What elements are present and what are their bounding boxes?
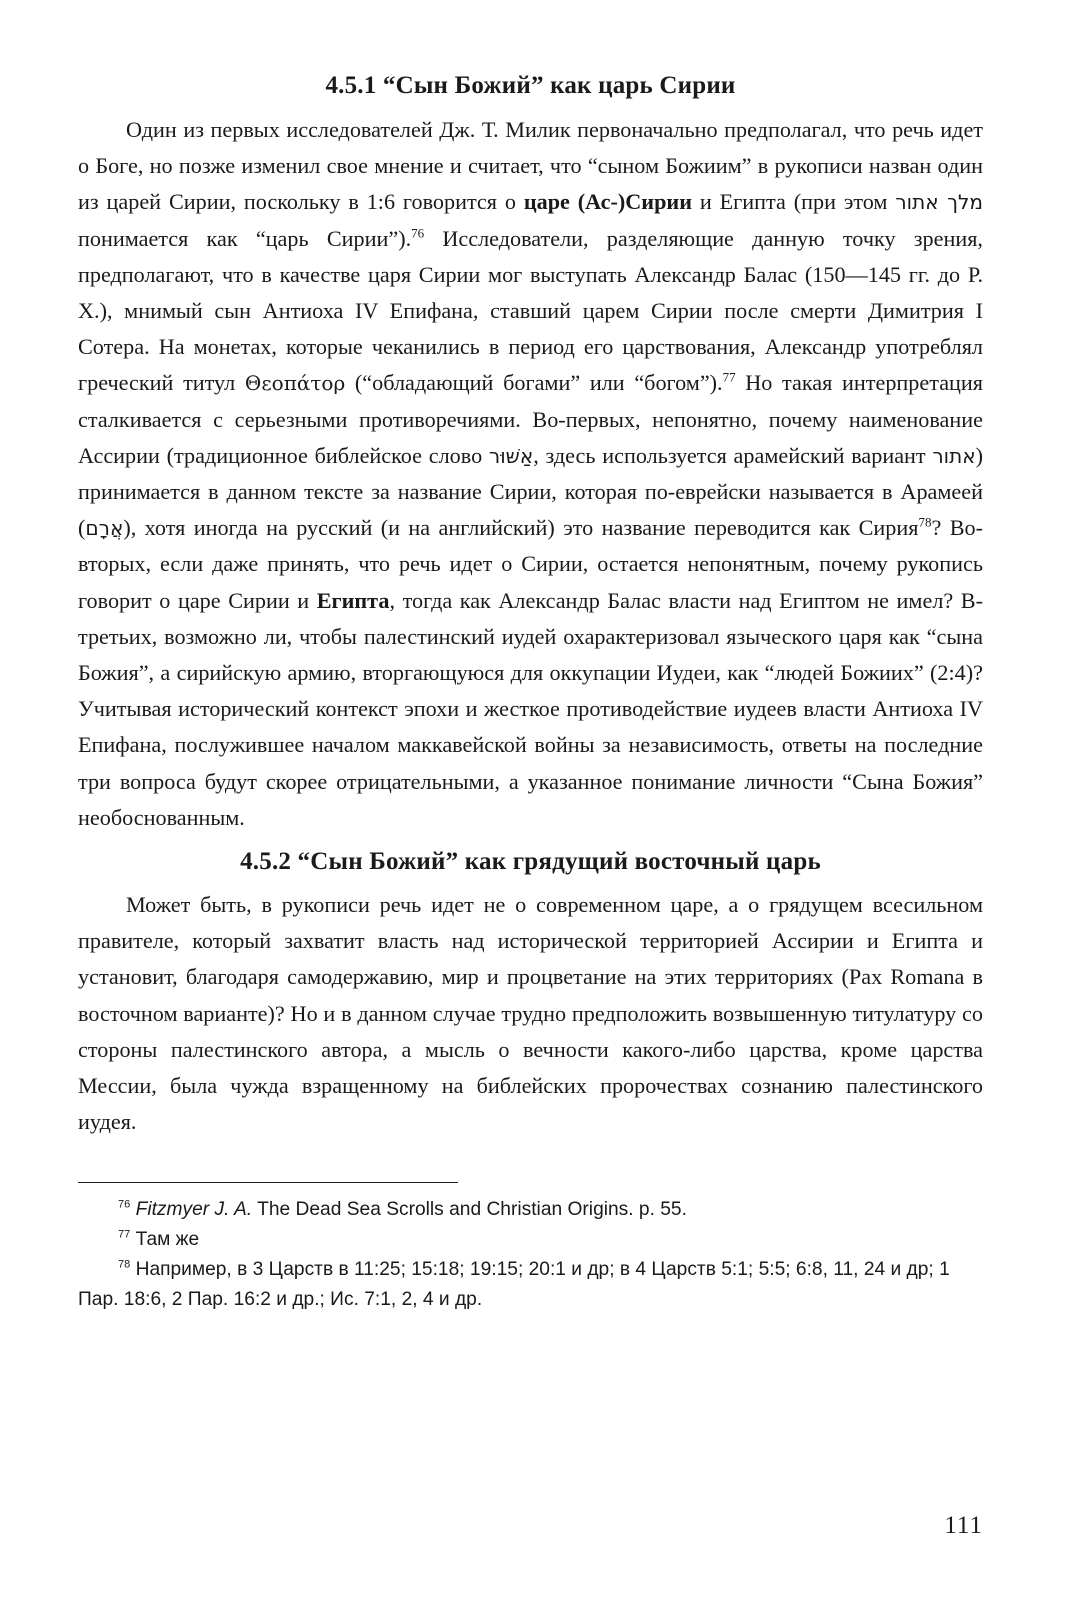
book-page [78,62,983,1582]
section-heading-4-5-2: 4.5.2 “Сын Божий” как грядущий восточный царь [240,848,821,876]
text-run: Один из первых исследователей Дж. Т. Милик первоначально предполагал, что речь идет о Боге, но позже изменил свое мнение и считает, что “сыном Божиим” в рукописи назван один из царей Сирии, поскольку в 1:6 говорится о [78,117,983,215]
footnote-author: Fitzmyer J. A. [135,1199,253,1221]
text-run: , здесь используется арамейский вариант [533,442,933,468]
section-4-5-1-paragraph [78,112,983,836]
text-run: и Египта (при этом [691,189,896,215]
hebrew-term: אַשּׁוּר [488,443,534,468]
text-run: ? Во-вторых, если даже принять, что речь идет о Сирии, остается непонятным, почему рукопись говорит о царе Сирии и [78,515,983,613]
hebrew-term: מלך אתור [895,190,983,215]
footnote-separator [78,1182,458,1183]
bold-term-syria: царе (Ас-)Сирии [523,189,692,215]
footnote-77 [78,1225,983,1255]
hebrew-term: אתור [932,443,976,468]
section-heading-4-5-1: 4.5.1 “Сын Божий” как царь Сирии [325,72,736,99]
text-run: (“обладающий богами” или “богом”). [345,370,723,396]
text-run: Исследователи, разделяющие данную точку зрения, предполагают, что в качестве царя Сирии мог выступать Александр Балас (150—145 гг. до Р. Х.), мнимый сын Антиоха IV Епифана, ставший царем Сирии после смерти Димитрия I Сотера. На монетах, которые чеканились в период его царствования, Александр употреблял греческий титул [78,225,983,396]
footnote-ref-77[interactable]: 77 [722,370,736,386]
text-run: , тогда как Александр Балас власти над Египтом не имел? В-третьих, возможно ли, чтобы палестинский иудей охарактеризовал языческого царя как “сына Божия”, а сирийскую армию, вторгающуюся для оккупации Иудеи, как “людей Божиих” (2:4)? Учитывая исторический контекст эпохи и жесткое противодействие иудеев власти Антиоха IV Епифана, послужившее началом маккавейской войны за независимость, ответы на последние три вопроса будут скорее отрицательными, а указанное понимание личности “Сына Божия” необоснованным. [78,587,983,830]
footnote-number: 76 [118,1199,131,1212]
footnote-text: Там же [130,1229,200,1251]
hebrew-term: אֲרָם [85,516,124,541]
bold-term-egypt: Египта [316,587,390,613]
footnote-ref-76[interactable]: 76 [411,225,425,241]
text-run: ), хотя иногда на русский (и на английский) это название переводится как Сирия [123,515,919,541]
footnote-text: Например, в 3 Царств в 11:25; 15:18; 19:15; 20:1 и др; в 4 Царств 5:1; 5:5; 6:8, 11, 24 и др; 1 Пар. 18:6, 2 Пар. 16:2 и др.; Ис. 7:1, 2, 4 и др. [78,1259,950,1311]
footnote-number: 78 [118,1259,131,1272]
footnote-number: 77 [118,1229,131,1242]
text-run: понимается как “царь Сирии”). [78,225,412,251]
page-number: 111 [944,1512,983,1539]
footnote-ref-78[interactable]: 78 [918,514,932,530]
text-run: ) принимается в данном тексте за название Сирии, которая по-еврейски называется в Арамеей ( [78,442,983,541]
footnote-78 [78,1255,983,1315]
section-4-5-2-paragraph: Может быть, в рукописи речь идет не о современном царе, а о грядущем всесильном правителе, который захватит власть над исторической территорией Ассирии и Египта и установит, благодаря самодержавию, мир и процветание на этих территориях (Pax Romana в восточном варианте)? Но и в данном случае трудно предположить возвышенную титулатуру со стороны палестинского автора, а мысль о вечности какого-либо царства, кроме царства Мессии, была чужда взращенному на библейских пророчествах сознанию палестинского иудея. [78,892,983,1135]
footnote-text: The Dead Sea Scrolls and Christian Origins. p. 55. [252,1199,687,1221]
greek-term: Θεοπάτορ [244,371,346,396]
text-run: Но такая интерпретация сталкивается с серьезными противоречиями. Во-первых, непонятно, почему наименование Ассирии (традиционное библейское слово [78,370,983,468]
footnote-76 [78,1195,983,1225]
